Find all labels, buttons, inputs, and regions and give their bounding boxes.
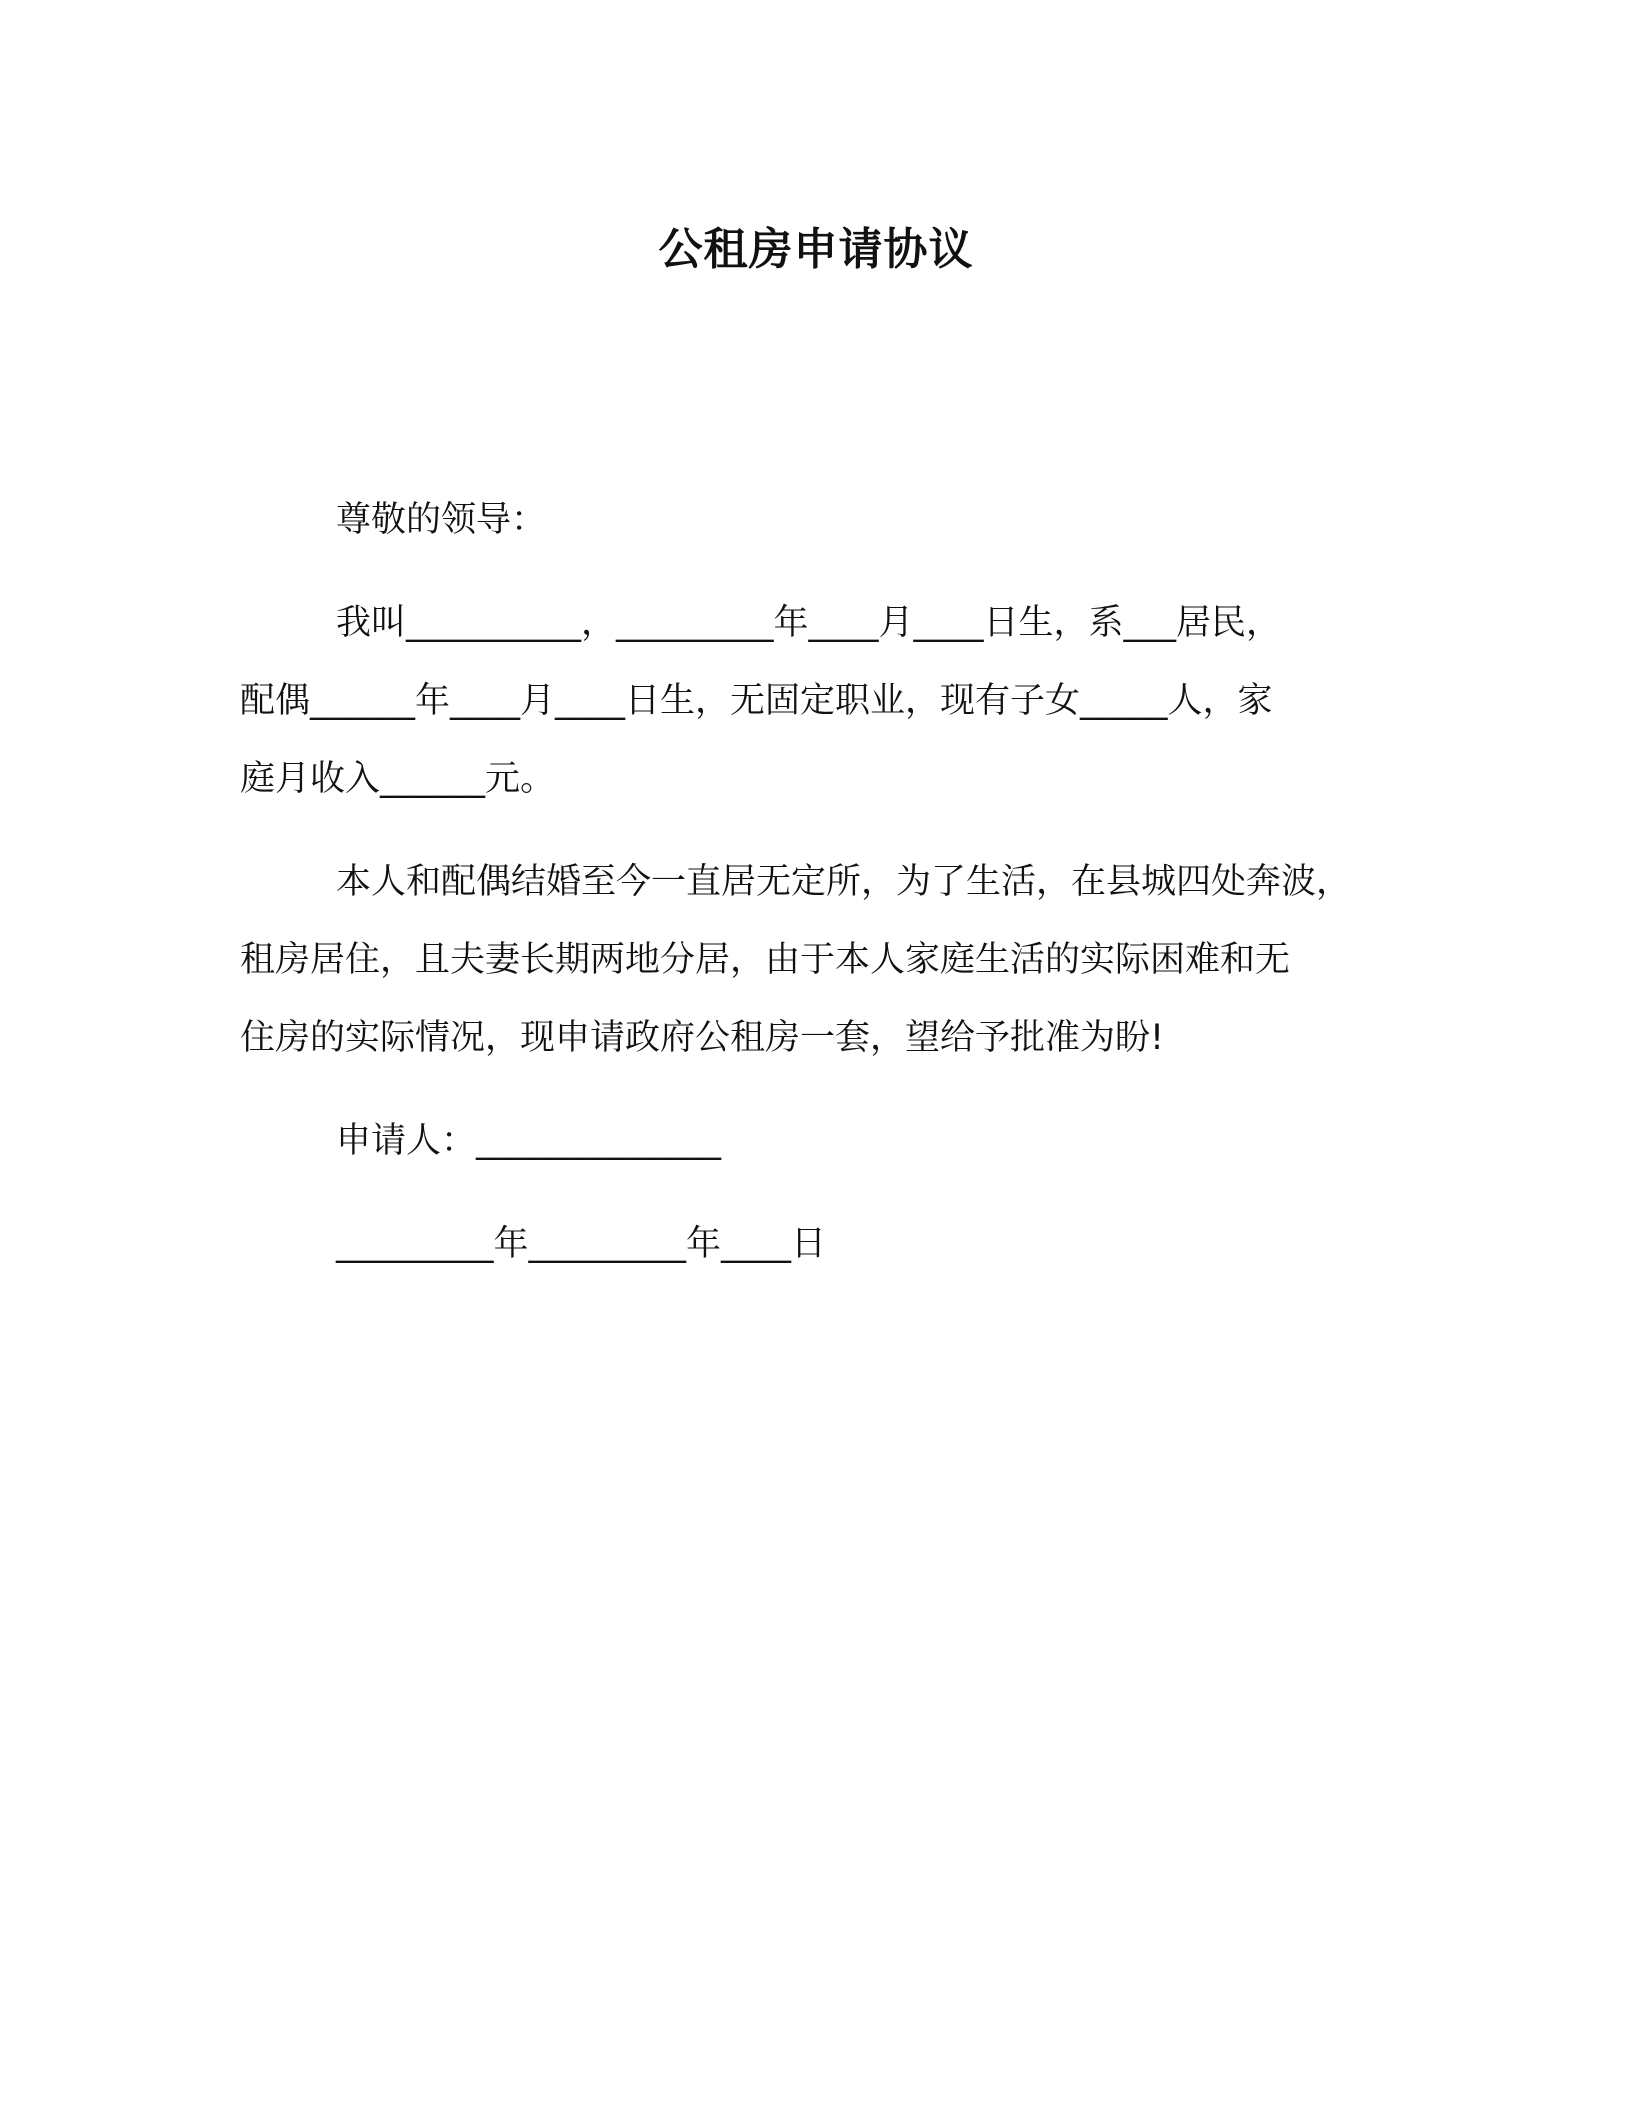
paragraph-line: 住房的实际情况，现申请政府公租房一套，望给予批准为盼! (240, 1018, 1165, 1058)
date-line: _________年_________年____日 (336, 1224, 827, 1264)
paragraph-line: 配偶______年____月____日生，无固定职业，现有子女_____人，家 (240, 681, 1273, 721)
paragraph-request (240, 843, 1410, 1077)
document-title: 公租房申请协议 (658, 224, 974, 275)
paragraph-personal-info (240, 584, 1410, 818)
salutation: 尊敬的领导： (336, 500, 547, 540)
paragraph-line: 庭月收入______元。 (240, 759, 556, 799)
applicant-signature-line: 申请人：______________ (336, 1121, 722, 1161)
paragraph-line: 租房居住，且夫妻长期两地分居，由于本人家庭生活的实际困难和无 (240, 940, 1291, 980)
paragraph-line: 我叫__________，_________年____月____日生，系___居民， (336, 603, 1282, 643)
paragraph-line: 本人和配偶结婚至今一直居无定所，为了生活，在县城四处奔波， (336, 862, 1352, 902)
